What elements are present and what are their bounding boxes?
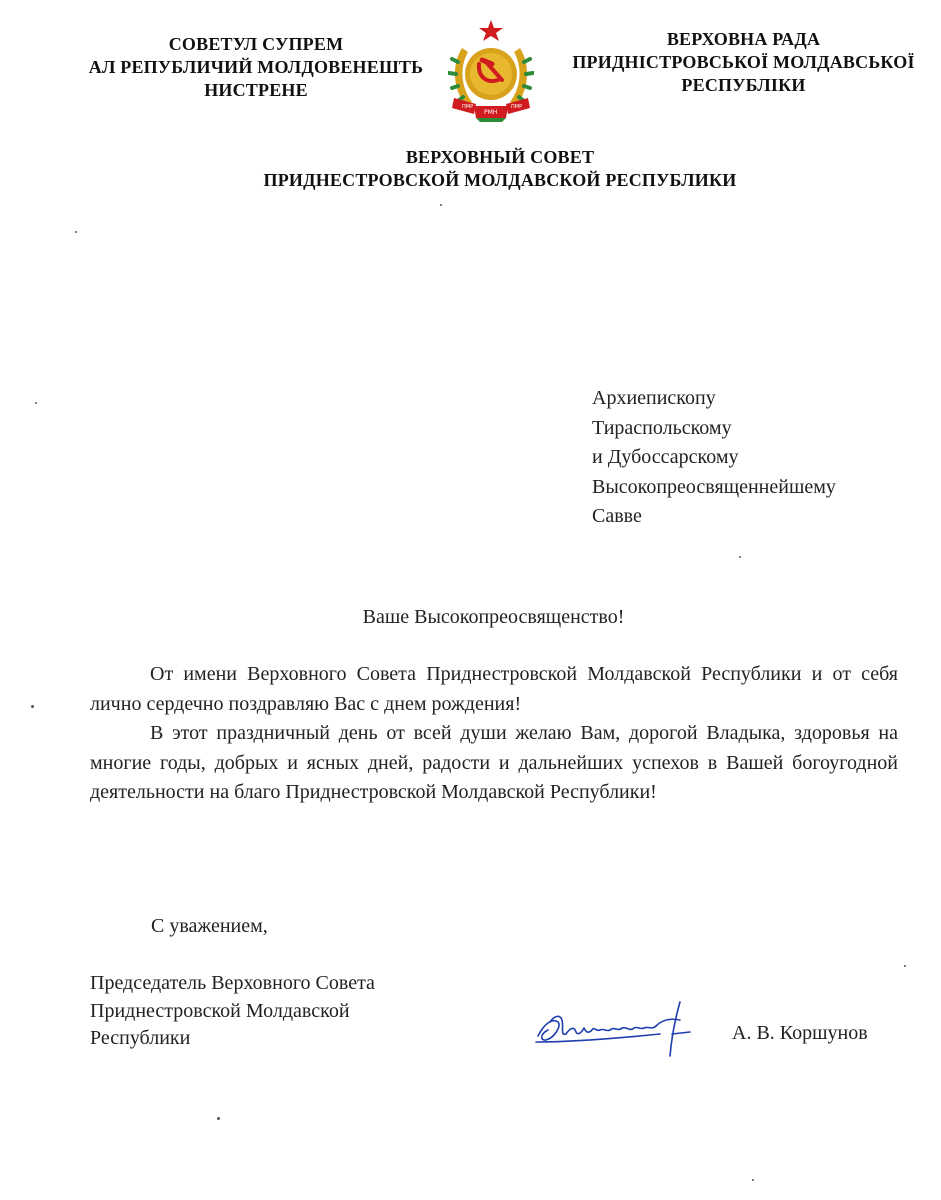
letterhead-moldovan-line-3: НИСТРЕНЕ xyxy=(204,80,308,100)
letterhead-moldovan xyxy=(76,33,436,102)
scan-speck xyxy=(217,1117,220,1120)
body-paragraph-2: В этот праздничный день от всей души желаю Вам, дорогой Владыка, здоровья на многие годы, добрых и ясных дней, радости и дальнейших успехов в Вашей богоугодной деятельности на благо Приднестровской Молдавской Республики! xyxy=(90,722,898,804)
addressee-line-4: Высокопреосвященнейшему xyxy=(592,475,836,498)
scan-speck xyxy=(75,231,77,233)
letterhead-moldovan-line-2: АЛ РЕПУБЛИЧИЙ МОЛДОВЕНЕШТЬ xyxy=(88,57,424,77)
letterhead-ukrainian-line-1: ВЕРХОВНА РАДА xyxy=(666,29,821,49)
emblem-ribbon-left: ПМР xyxy=(462,104,474,110)
letterhead-ukrainian-line-3: РЕСПУБЛІКИ xyxy=(681,75,806,95)
handwritten-signature xyxy=(530,998,720,1060)
signer-title xyxy=(90,970,375,1053)
closing: С уважением, xyxy=(151,915,268,937)
addressee-line-2: Тираспольскому xyxy=(592,416,732,439)
state-emblem-icon xyxy=(448,18,534,124)
signer-title-line-1: Председатель Верховного Совета xyxy=(90,972,375,994)
emblem-ribbon-right: ПМР xyxy=(511,104,523,110)
addressee-block xyxy=(592,384,836,532)
letterhead-russian-line-1: ВЕРХОВНЫЙ СОВЕТ xyxy=(405,147,595,167)
signer-title-line-2: Приднестровской Молдавской xyxy=(90,999,350,1022)
emblem-ribbon-center: РМН xyxy=(484,109,498,116)
scan-speck xyxy=(752,1179,754,1181)
body-paragraph-1: От имени Верховного Совета Приднестровской Молдавской Республики и от себя лично сердечно поздравляю Вас с днем рождения! xyxy=(90,663,898,715)
signer-name: А. В. Коршунов xyxy=(732,1022,868,1044)
scan-speck xyxy=(739,556,741,558)
letterhead-ukrainian xyxy=(556,28,931,97)
addressee-line-1: Архиепископу xyxy=(592,387,716,409)
letter-body xyxy=(90,660,898,808)
addressee-line-3: и Дубоссарскому xyxy=(592,446,739,468)
scan-speck xyxy=(35,402,37,404)
letterhead-moldovan-line-1: СОВЕТУЛ СУПРЕМ xyxy=(168,34,344,54)
letterhead-ukrainian-line-2: ПРИДНІСТРОВСЬКОЇ МОЛДАВСЬКОЇ xyxy=(572,52,915,72)
scan-speck xyxy=(904,965,906,967)
salutation: Ваше Высокопреосвященство! xyxy=(362,606,625,628)
letterhead-russian xyxy=(200,146,800,192)
addressee-line-5: Савве xyxy=(592,505,642,527)
scan-speck xyxy=(31,705,34,708)
signer-title-line-3: Республики xyxy=(90,1027,191,1049)
letterhead-russian-line-2: ПРИДНЕСТРОВСКОЙ МОЛДАВСКОЙ РЕСПУБЛИКИ xyxy=(263,170,737,190)
scan-speck xyxy=(440,204,442,206)
